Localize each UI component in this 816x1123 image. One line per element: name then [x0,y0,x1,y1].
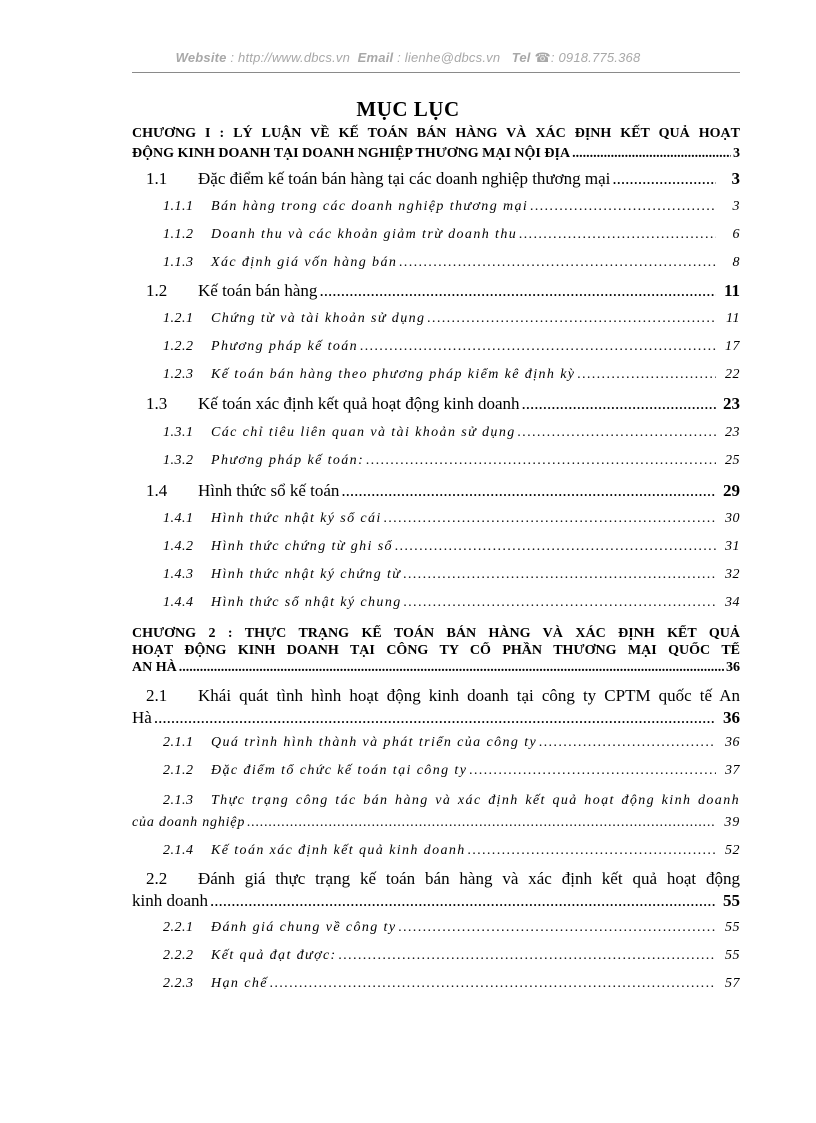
toc-section-2-1[interactable] [132,685,740,729]
toc-subsection-2-1-2[interactable] [163,763,740,779]
toc-subsection-1-4-2[interactable] [163,539,740,555]
toc-subsection-2-1-3[interactable] [132,790,740,834]
toc-subsection-1-3-2[interactable] [163,453,740,469]
subsection-number: 1.3.2 [163,453,194,468]
website-label: Website [175,50,227,65]
subsection-page: 22 [725,367,740,382]
leader-dots [366,453,716,469]
leader-dots [399,255,716,271]
section-number: 1.3 [146,394,168,413]
section-number: 1.1 [146,169,168,188]
subsection-page: 30 [725,511,740,526]
leader-dots [339,948,716,964]
leader-dots [469,763,716,779]
subsection-page: 25 [725,453,740,468]
toc-section-1-4[interactable] [146,481,740,501]
section-page: 23 [723,394,740,413]
subsection-page: 57 [725,976,740,991]
section-number: 1.4 [146,481,168,500]
subsection-page: 23 [725,425,740,440]
leader-dots [319,281,716,301]
subsection-title: Xác định giá vốn hàng bán [211,255,398,270]
subsection-number: 1.4.4 [163,595,194,610]
subsection-page: 55 [725,948,740,963]
leader-dots [403,567,716,583]
subsection-title: Hình thức sổ nhật ký chung [211,595,402,610]
subsection-number: 1.2.2 [163,339,194,354]
leader-dots [577,367,716,383]
chapter-1-page: 3 [733,146,740,161]
section-title-line-2: kinh doanh [132,891,209,910]
subsection-number: 1.1.3 [163,255,194,270]
subsection-number: 1.4.3 [163,567,194,582]
subsection-number: 1.4.2 [163,539,194,554]
toc-subsection-1-1-2[interactable] [163,227,740,243]
subsection-page: 39 [724,815,740,830]
email-label: Email [357,50,394,65]
subsection-page: 52 [725,843,740,858]
email-value: : lienhe@dbcs.vn [397,50,501,65]
toc-subsection-1-4-4[interactable] [163,595,740,611]
subsection-number: 1.3.1 [163,425,194,440]
tel-label: Tel [511,50,531,65]
section-title: Kế toán xác định kết quả hoạt động kinh doanh [198,394,520,413]
chapter-1-line-1: CHƯƠNG I : LÝ LUẬN VỀ KẾ TOÁN BÁN HÀNG VÀ XÁC ĐỊNH KẾT QUẢ HOẠT [132,126,740,141]
subsection-number: 1.4.1 [163,511,194,526]
website-value: : http://www.dbcs.vn [230,50,351,65]
subsection-title-line-1: Thực trạng công tác bán hàng và xác định kết quả hoạt động kinh doanh [211,793,740,808]
toc-chapter-1[interactable] [132,124,740,164]
section-number: 1.2 [146,281,168,300]
subsection-title: Phương pháp kế toán [211,339,359,354]
subsection-title: Phương pháp kế toán: [211,453,365,468]
header-divider [132,72,740,73]
subsection-title: Bán hàng trong các doanh nghiệp thương mại [211,199,529,214]
leader-dots [539,735,716,751]
leader-dots [360,339,716,355]
toc-subsection-1-4-3[interactable] [163,567,740,583]
leader-dots [247,812,716,834]
toc-subsection-1-4-1[interactable] [163,511,740,527]
subsection-number: 2.1.3 [163,793,194,808]
leader-dots [179,659,724,676]
section-title: Hình thức sổ kế toán [198,481,340,500]
toc-subsection-1-2-3[interactable] [163,367,740,383]
toc-section-2-2[interactable] [132,868,740,912]
subsection-title: Kế toán xác định kết quả kinh doanh [211,843,466,858]
toc-subsection-2-2-1[interactable] [163,920,740,936]
subsection-number: 2.1.1 [163,735,194,750]
subsection-page: 11 [726,311,740,326]
subsection-title: Hình thức nhật ký chứng từ [211,567,402,582]
leader-dots [270,976,716,992]
toc-chapter-2[interactable] [132,625,740,676]
chapter-2-line-2: HOẠT ĐỘNG KINH DOANH TẠI CÔNG TY CỔ PHẦN THƯƠNG MẠI QUỐC TẾ [132,643,740,658]
subsection-page: 6 [732,227,740,242]
tel-value: ☎: 0918.775.368 [534,50,641,65]
page-header [0,50,816,66]
leader-dots [427,311,716,327]
leader-dots [572,144,731,164]
leader-dots [384,511,716,527]
toc-subsection-1-2-1[interactable] [163,311,740,327]
section-page: 29 [723,481,740,500]
subsection-title: Quá trình hình thành và phát triển của công ty [211,735,538,750]
subsection-number: 1.1.2 [163,227,194,242]
subsection-title: Kết quả đạt được: [211,948,337,963]
toc-section-1-2[interactable] [146,281,740,301]
subsection-number: 1.2.1 [163,311,194,326]
toc-subsection-2-2-3[interactable] [163,976,740,992]
subsection-page: 55 [725,920,740,935]
toc-subsection-1-2-2[interactable] [163,339,740,355]
subsection-title: Đặc điểm tổ chức kế toán tại công ty [211,763,468,778]
subsection-number: 2.2.2 [163,948,194,963]
leader-dots [522,394,716,414]
subsection-title: Hạn chế [211,976,268,991]
subsection-title: Doanh thu và các khoản giảm trừ doanh thu [211,227,518,242]
subsection-page: 32 [725,567,740,582]
toc-subsection-2-1-4[interactable] [163,843,740,859]
section-page: 3 [731,169,740,188]
leader-dots [530,199,716,215]
subsection-page: 37 [725,763,740,778]
leader-dots [154,707,716,729]
subsection-number: 2.2.3 [163,976,194,991]
page-title: MỤC LỤC [356,97,460,121]
section-title: Đặc điểm kế toán bán hàng tại các doanh nghiệp thương mại [198,169,611,188]
subsection-page: 17 [725,339,740,354]
subsection-number: 1.1.1 [163,199,194,214]
section-number: 2.1 [146,686,168,705]
subsection-number: 2.1.4 [163,843,194,858]
subsection-page: 31 [725,539,740,554]
section-page: 55 [723,891,740,910]
section-page: 36 [723,708,740,727]
section-number: 2.2 [146,869,168,888]
subsection-title: Hình thức nhật ký sổ cái [211,511,382,526]
toc-subsection-1-1-3[interactable] [163,255,740,271]
toc-subsection-1-3-1[interactable] [163,425,740,441]
leader-dots [612,169,716,189]
subsection-number: 2.2.1 [163,920,194,935]
leader-dots [210,890,716,912]
leader-dots [468,843,716,859]
subsection-page: 3 [732,199,740,214]
subsection-title: Đánh giá chung về công ty [211,920,397,935]
leader-dots [395,539,716,555]
subsection-page: 34 [725,595,740,610]
leader-dots [404,595,716,611]
chapter-1-line-2: ĐỘNG KINH DOANH TẠI DOANH NGHIỆP THƯƠNG MẠI NỘI ĐỊA [132,146,571,161]
subsection-title: Kế toán bán hàng theo phương pháp kiểm kê định kỳ [211,367,576,382]
toc-section-1-3[interactable] [146,394,740,414]
toc-subsection-2-1-1[interactable] [163,735,740,751]
subsection-title: Chứng từ và tài khoản sử dụng [211,311,426,326]
section-page: 11 [723,281,740,300]
section-title-line-2: Hà [132,708,152,727]
subsection-number: 2.1.2 [163,763,194,778]
toc-subsection-2-2-2[interactable] [163,948,740,964]
chapter-2-line-1: CHƯƠNG 2 : THỰC TRẠNG KẾ TOÁN BÁN HÀNG VÀ XÁC ĐỊNH KẾT QUẢ [132,626,740,641]
subsection-title-line-2: của doanh nghiệp [132,815,246,830]
subsection-title: Hình thức chứng từ ghi sổ [211,539,393,554]
section-title-line-1: Khái quát tình hình hoạt động kinh doanh tại công ty CPTM quốc tế An [198,686,740,705]
subsection-page: 36 [725,735,740,750]
chapter-2-page: 36 [726,660,740,675]
leader-dots [398,920,716,936]
leader-dots [519,227,716,243]
toc-section-1-1[interactable] [146,169,740,189]
leader-dots [518,425,716,441]
section-title-line-1: Đánh giá thực trạng kế toán bán hàng và xác định kết quả hoạt động [198,869,740,888]
leader-dots [341,481,716,501]
subsection-number: 1.2.3 [163,367,194,382]
section-title: Kế toán bán hàng [198,281,318,300]
toc-subsection-1-1-1[interactable] [163,199,740,215]
subsection-page: 8 [732,255,740,270]
subsection-title: Các chỉ tiêu liên quan và tài khoản sử dụng [211,425,516,440]
chapter-2-line-3: AN HÀ [132,660,177,675]
